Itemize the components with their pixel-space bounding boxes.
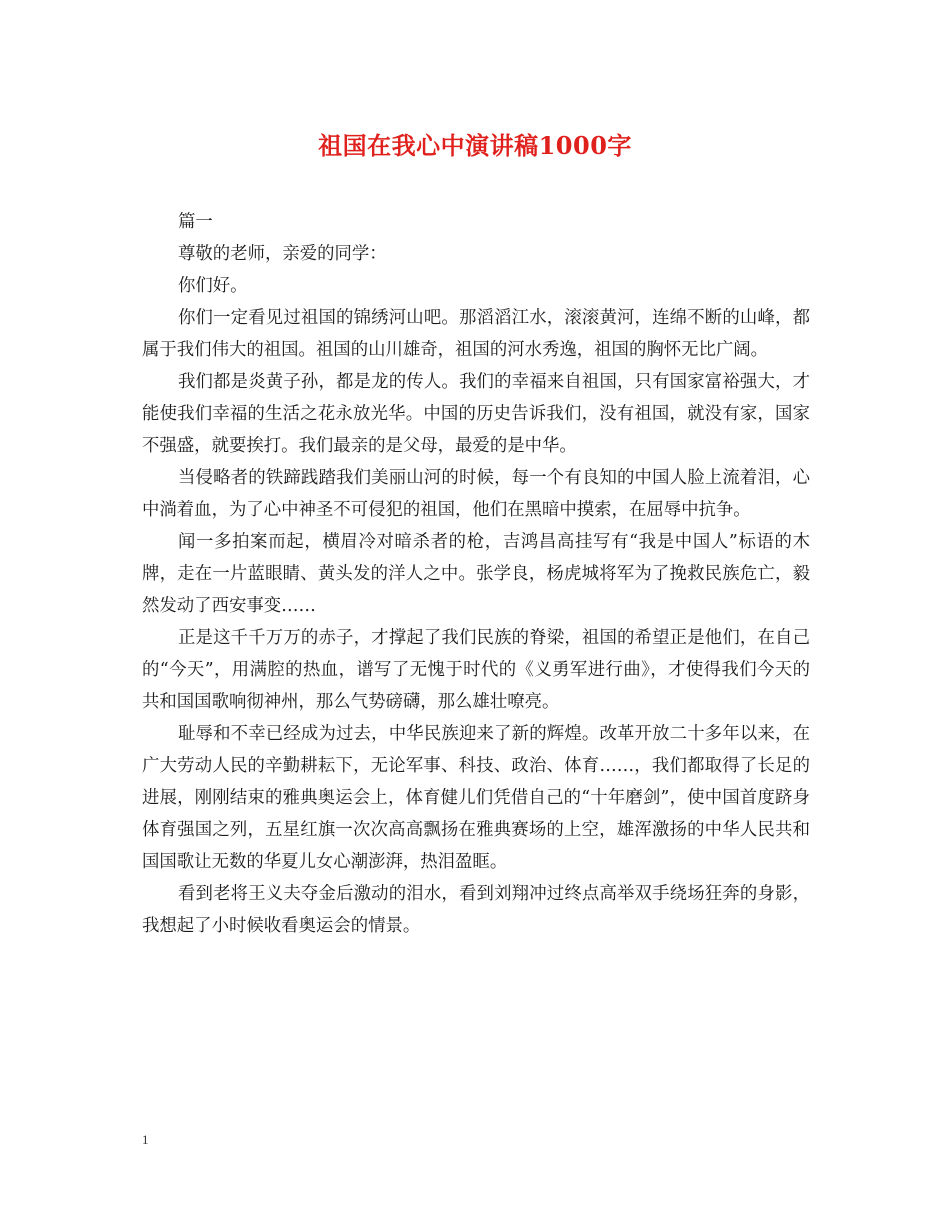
paragraph: 当侵略者的铁蹄践踏我们美丽山河的时候，每一个有良知的中国人脸上流着泪，心中淌着血，为了心中神圣不可侵犯的祖国，他们在黑暗中摸索，在屈辱中抗争。 bbox=[142, 468, 810, 520]
document-title: 祖国在我心中演讲稿1000字 bbox=[318, 131, 632, 160]
paragraph: 闻一多拍案而起，横眉冷对暗杀者的枪，吉鸿昌高挂写有“我是中国人”标语的木牌，走在一片蓝眼睛、黄头发的洋人之中。张学良，杨虎城将军为了挽救民族危亡，毅然发动了西安事变…… bbox=[142, 532, 810, 616]
paragraph: 耻辱和不幸已经成为过去，中华民族迎来了新的辉煌。改革开放二十多年以来，在广大劳动人民的辛勤耕耘下，无论军事、科技、政治、体育……，我们都取得了长足的进展，刚刚结束的雅典奥运会上，体育健儿们凭借自己的“十年磨剑”，使中国首度跻身体育强国之列，五星红旗一次次高高飘扬在雅典赛场的上空，雄浑激扬的中华人民共和国国歌让无数的华夏儿女心潮澎湃，热泪盈眶。 bbox=[142, 724, 810, 872]
paragraph: 看到老将王义夫夺金后激动的泪水，看到刘翔冲过终点高举双手绕场狂奔的身影，我想起了小时候收看奥运会的情景。 bbox=[142, 884, 810, 936]
paragraph: 你们好。 bbox=[178, 276, 248, 296]
paragraph: 我们都是炎黄子孙，都是龙的传人。我们的幸福来自祖国，只有国家富裕强大，才能使我们幸福的生活之花永放光华。中国的历史告诉我们，没有祖国，就没有家，国家不强盛，就要挨打。我们最亲的是父母，最爱的是中华。 bbox=[142, 372, 810, 456]
paragraph: 你们一定看见过祖国的锦绣河山吧。那滔滔江水，滚滚黄河，连绵不断的山峰，都属于我们伟大的祖国。祖国的山川雄奇，祖国的河水秀逸，祖国的胸怀无比广阔。 bbox=[142, 308, 810, 360]
paragraph: 篇一 bbox=[178, 212, 213, 232]
paragraph: 尊敬的老师，亲爱的同学： bbox=[178, 244, 387, 264]
document-body bbox=[142, 206, 810, 942]
paragraph: 正是这千千万万的赤子，才撑起了我们民族的脊梁，祖国的希望正是他们，在自己的“今天”，用满腔的热血，谱写了无愧于时代的《义勇军进行曲》，才使得我们今天的共和国国歌响彻神州，那么气势磅礴，那么雄壮嘹亮。 bbox=[142, 628, 810, 712]
page-number: 1 bbox=[142, 1132, 149, 1147]
